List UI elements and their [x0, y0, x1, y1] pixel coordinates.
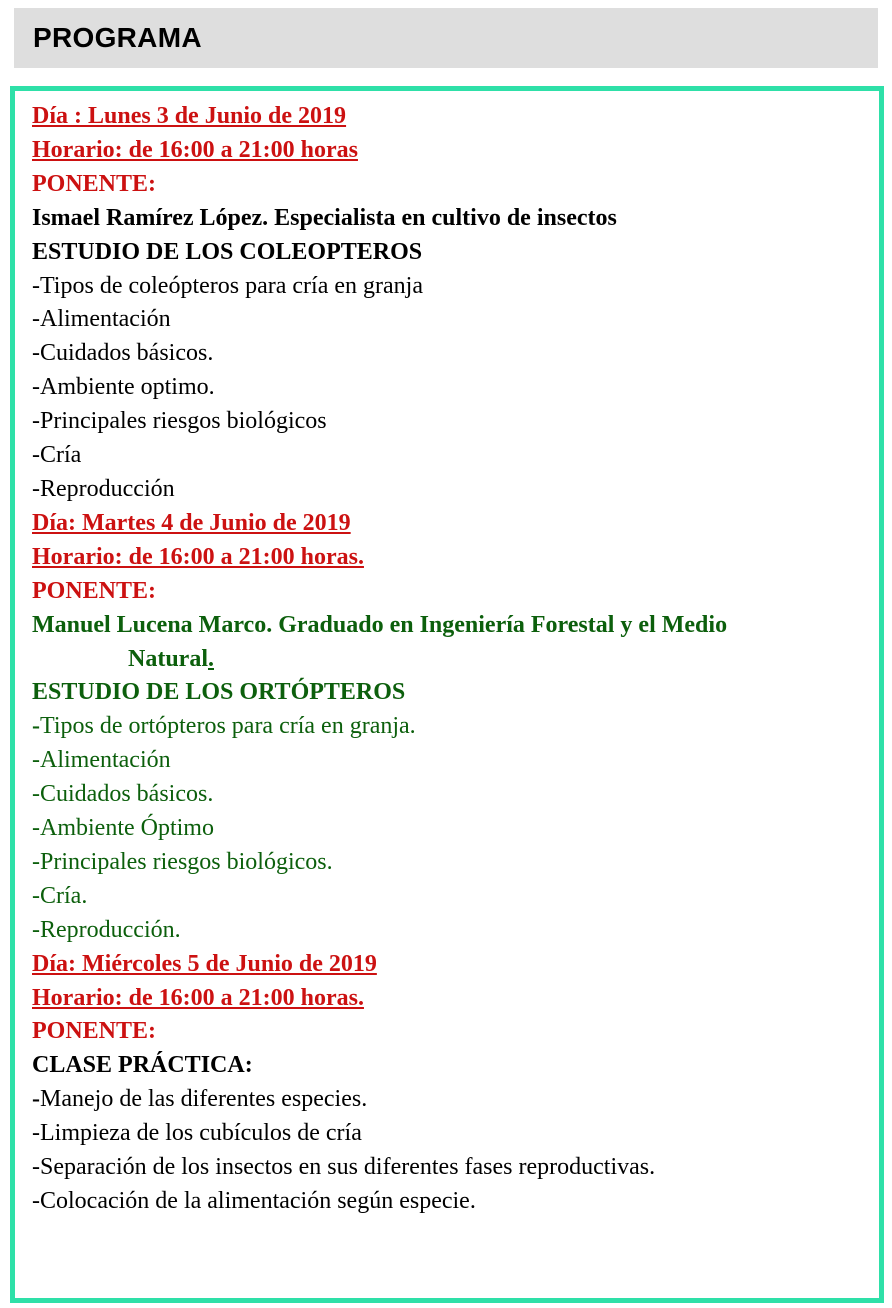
day1-item: -Cría: [32, 442, 82, 469]
day2-schedule: Horario: de 16:00 a 21:00 horas.: [32, 543, 364, 570]
day3-topic: CLASE PRÁCTICA:: [32, 1052, 253, 1079]
day2-item: -Alimentación: [32, 747, 171, 774]
day3-date: Día: Miércoles 5 de Junio de 2019: [32, 950, 377, 977]
day2-speaker-line2: Natural: [128, 645, 208, 672]
day2-topic: ESTUDIO DE LOS ORTÓPTEROS: [32, 679, 406, 706]
day3-schedule: Horario: de 16:00 a 21:00 horas.: [32, 984, 364, 1011]
program-content: [32, 100, 872, 1219]
day1-date: Día : Lunes 3 de Junio de 2019: [32, 103, 347, 129]
day3-item: [32, 1083, 872, 1117]
day2-date: Día: Martes 4 de Junio de 2019: [32, 509, 351, 536]
day1-item: -Tipos de coleópteros para cría en granja: [32, 272, 423, 299]
day2-speaker: [32, 609, 872, 677]
day1-item: -Alimentación: [32, 306, 171, 333]
day2-speaker-line1: Manuel Lucena Marco. Graduado en Ingeniería Forestal y el Medio: [32, 611, 728, 638]
day2-item-text: Tipos de ortópteros para cría en granja.: [40, 713, 416, 740]
day1-item: -Cuidados básicos.: [32, 340, 214, 367]
day2-item: [32, 710, 872, 744]
day2-item-dash: -: [32, 713, 40, 740]
day2-item: -Cuidados básicos.: [32, 781, 214, 808]
day3-item-text: Manejo de las diferentes especies.: [40, 1086, 368, 1113]
page-title: PROGRAMA: [33, 22, 202, 53]
day1-speaker-label: PONENTE:: [32, 170, 157, 197]
day2-item: -Ambiente Óptimo: [32, 815, 214, 842]
day3-speaker-label: PONENTE:: [32, 1018, 157, 1045]
day1-item: -Reproducción: [32, 475, 175, 502]
day2-item: -Principales riesgos biológicos.: [32, 848, 333, 875]
day3-item: -Colocación de la alimentación según especie.: [32, 1188, 476, 1214]
day3-item-dash: -: [32, 1086, 40, 1113]
day2-speaker-period: .: [208, 645, 214, 672]
day1-speaker: Ismael Ramírez López. Especialista en cultivo de insectos: [32, 204, 617, 231]
day2-speaker-label: PONENTE:: [32, 577, 157, 604]
program-header: [14, 8, 878, 68]
day1-topic: ESTUDIO DE LOS COLEOPTEROS: [32, 238, 423, 265]
day1-item: -Principales riesgos biológicos: [32, 408, 327, 435]
day1-schedule: Horario: de 16:00 a 21:00 horas: [32, 136, 358, 163]
day2-item: -Cría.: [32, 882, 88, 909]
day1-item: -Ambiente optimo.: [32, 374, 215, 401]
day3-item: -Separación de los insectos en sus diferentes fases reproductivas.: [32, 1154, 656, 1181]
day2-item: -Reproducción.: [32, 916, 181, 943]
day3-item: -Limpieza de los cubículos de cría: [32, 1120, 362, 1147]
